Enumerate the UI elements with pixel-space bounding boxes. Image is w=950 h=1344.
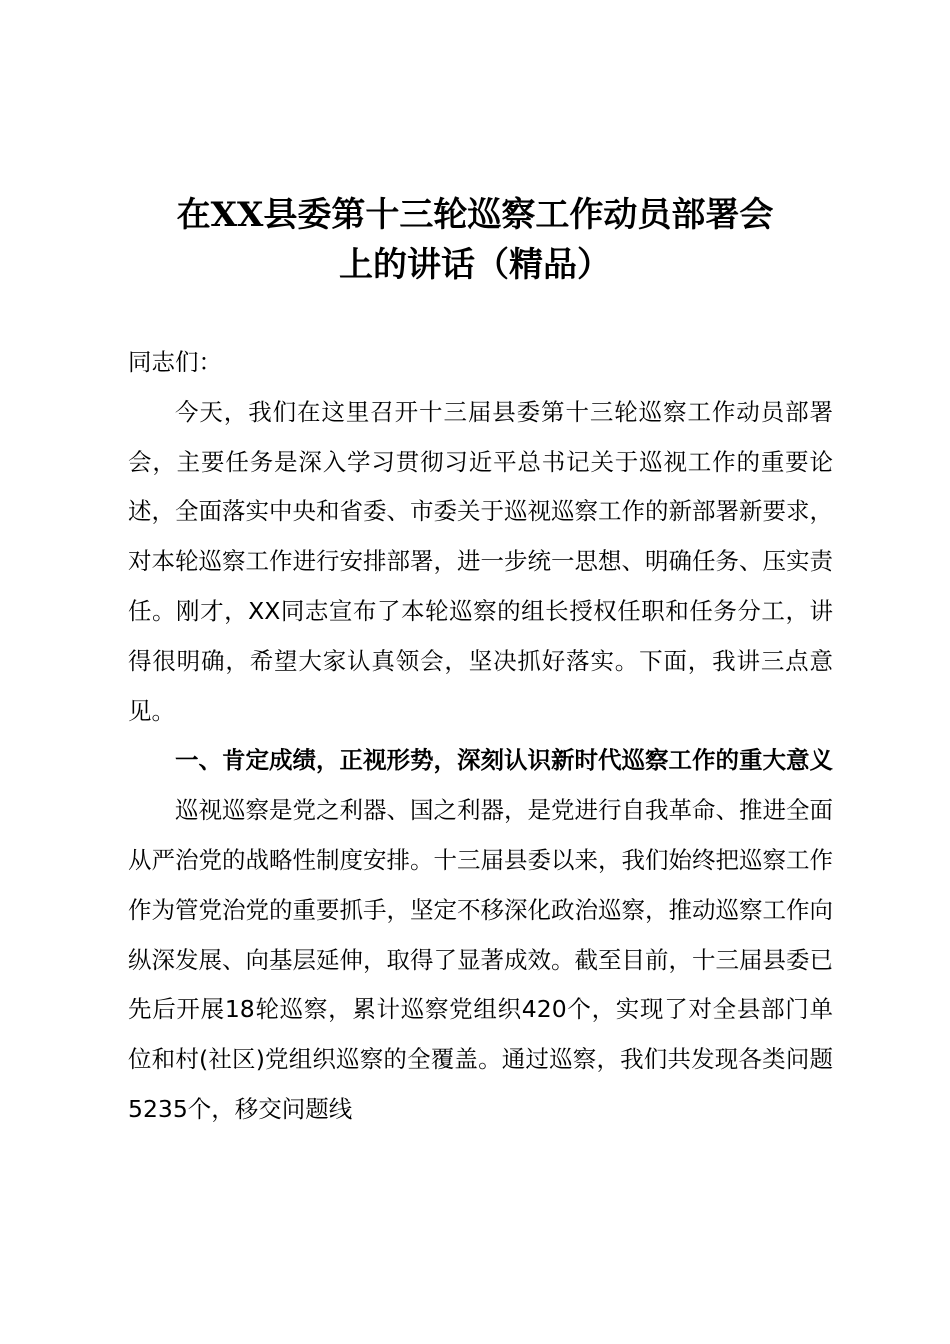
document-body <box>128 338 833 1135</box>
title-line-1: 在XX县委第十三轮巡察工作动员部署会 <box>176 195 774 235</box>
salutation: 同志们： <box>128 348 222 376</box>
paragraph-opening: 今天，我们在这里召开十三届县委第十三轮巡察工作动员部署会，主要任务是深入学习贯彻习近平总书记关于巡视工作的重要论述，全面落实中央和省委、市委关于巡视巡察工作的新部署新要求，对本轮巡察工作进行安排部署，进一步统一思想、明确任务、压实责任。刚才，XX同志宣布了本轮巡察的组长授权任职和任务分工，讲得很明确，希望大家认真领会，坚决抓好落实。下面，我讲三点意见。 <box>128 397 833 725</box>
document-title <box>120 190 830 290</box>
title-line-2: 上的讲话（精品） <box>339 245 611 285</box>
paragraph-achievements: 巡视巡察是党之利器、国之利器，是党进行自我革命、推进全面从严治党的战略性制度安排。十三届县委以来，我们始终把巡察工作作为管党治党的重要抓手，坚定不移深化政治巡察，推动巡察工作向纵深发展、向基层延伸，取得了显著成效。截至目前，十三届县委已先后开展18轮巡察，累计巡察党组织420个，实现了对全县部门单位和村(社区)党组织巡察的全覆盖。通过巡察，我们共发现各类问题5235个，移交问题线 <box>128 796 833 1123</box>
section-heading-1: 一、肯定成绩，正视形势，深刻认识新时代巡察工作的重大意义 <box>175 746 833 775</box>
